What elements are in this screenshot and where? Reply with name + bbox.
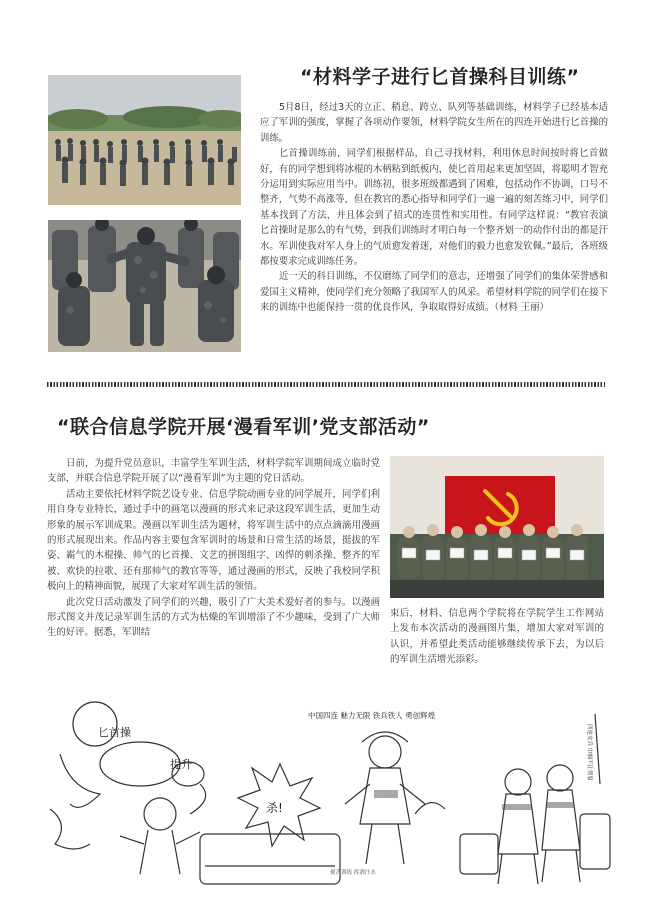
photo-party-activity <box>390 456 604 598</box>
article2-title: “联合信息学院开展‘漫看军训’党支部活动” <box>57 416 430 438</box>
dagger-drill-image <box>48 220 241 352</box>
comic-left-text-1: 匕首操 <box>98 726 131 739</box>
article2-paragraph-right: 束后，材料、信息两个学院将在学院学生工作网站上发布本次活动的漫画图片集，增加大家对军训的认识，并希望此类活动能够继续传承下去，为以后的军训生活增光添彩。 <box>390 608 604 666</box>
comic-starburst-text: 杀! <box>266 801 283 815</box>
article2-paragraph-1: 日前，为提升党员意识，丰富学生军训生活，材料学院军训期间成立临时党支部，并联合信息学院开展了以“漫看军训”为主题的党日活动。 <box>47 458 380 485</box>
comics-strip <box>40 694 620 894</box>
article1-title: “材料学子进行匕首操科目训练” <box>300 66 580 88</box>
article1-paragraph-3: 近一天的科目训练，不仅磨练了同学们的意志，还增强了同学们的集体荣誉感和爱国主义精神，使同学们充分领略了我国军人的风采。希望材料学院的同学们在接下来的训练中也能保持一贯的优良作风，争取取得好成绩。（材料 王丽） <box>260 271 608 314</box>
photo-drill-field <box>48 75 241 205</box>
article1-paragraph-1: 5月8日，经过3天的立正、稍息、跨立、队列等基础训练，材料学子已经基本适应了军训的强度，掌握了各项动作要领，材料学院女生所在的四连开始进行匕首操的训练。 <box>260 102 608 144</box>
comic-center-top-text: 中国四连 魅力无限 铁兵铁人 勇创辉煌 <box>308 711 436 720</box>
drill-field-image <box>48 75 241 205</box>
article1-paragraph-2: 匕首操训练前，同学们根据样品，自己寻找材料，利用休息时间按时将匕首做好，有的同学想到将冰棍的木柄粘到纸板内，使匕首用起来更加坚固，将聪明才智充分运用到实际应用当中。训练初，很多班级都遇到了困难，包括动作不协调，口号不整齐，气势不高涨等，但在教官的悉心指导和同学们一遍一遍的刻苦练习中，同学们基本找到了方法，并且体会到了招式的连贯性和实用性。有同学这样说：“教官表演匕首操时是那么的有气势，到我们训练时才明白每一个整齐划一的动作付出的都是汗水。军训使我对军人身上的气质愈发着迷，对他们的毅力也愈发钦佩。”最后，各班级都按要求完成训练任务。 <box>260 148 608 268</box>
comic-right-text: 四连女兵 巾帼不让须眉 <box>586 724 592 781</box>
party-activity-image <box>390 456 604 598</box>
comic-caption: 刻苦训练 挥洒汗水 <box>330 870 376 876</box>
section-divider <box>47 382 605 387</box>
article1-body <box>260 100 608 316</box>
photo-dagger-drill <box>48 220 241 352</box>
article2-paragraph-2: 活动主要依托材料学院艺设专业、信息学院动画专业的同学展开，同学们利用自身专业特长，通过手中的画笔以漫画的形式来记录这段军训生活，更加生动形象的展示军训成果。漫画以军训生活为题材，将军训生活中的点点滴滴用漫画的形式展现出来。作品内容主要包含军训时的场景和日常生活的场景，挺拔的军姿、霸气的木棍操、帅气的匕首操、文艺的拼图组字、凶悍的刺杀操、整齐的军被、欢快的拉歌、还有那帅气的教官等等，通过漫画的形式，反映了我校同学积极向上的精神面貌，展现了大家对军训生活的领悟。 <box>47 488 380 593</box>
article2-paragraph-3: 此次党日活动激发了同学们的兴趣，吸引了广大美术爱好者的参与。以漫画形式图文并茂记录军训生活的方式为枯燥的军训增添了不少趣味，受到了广大师生的好评。据悉，军训结 <box>47 596 380 639</box>
article2-body-right <box>390 606 604 668</box>
comic-left-text-2: 提升 <box>170 758 192 771</box>
comics-drawing <box>40 694 620 894</box>
article2-body-left <box>47 456 380 641</box>
